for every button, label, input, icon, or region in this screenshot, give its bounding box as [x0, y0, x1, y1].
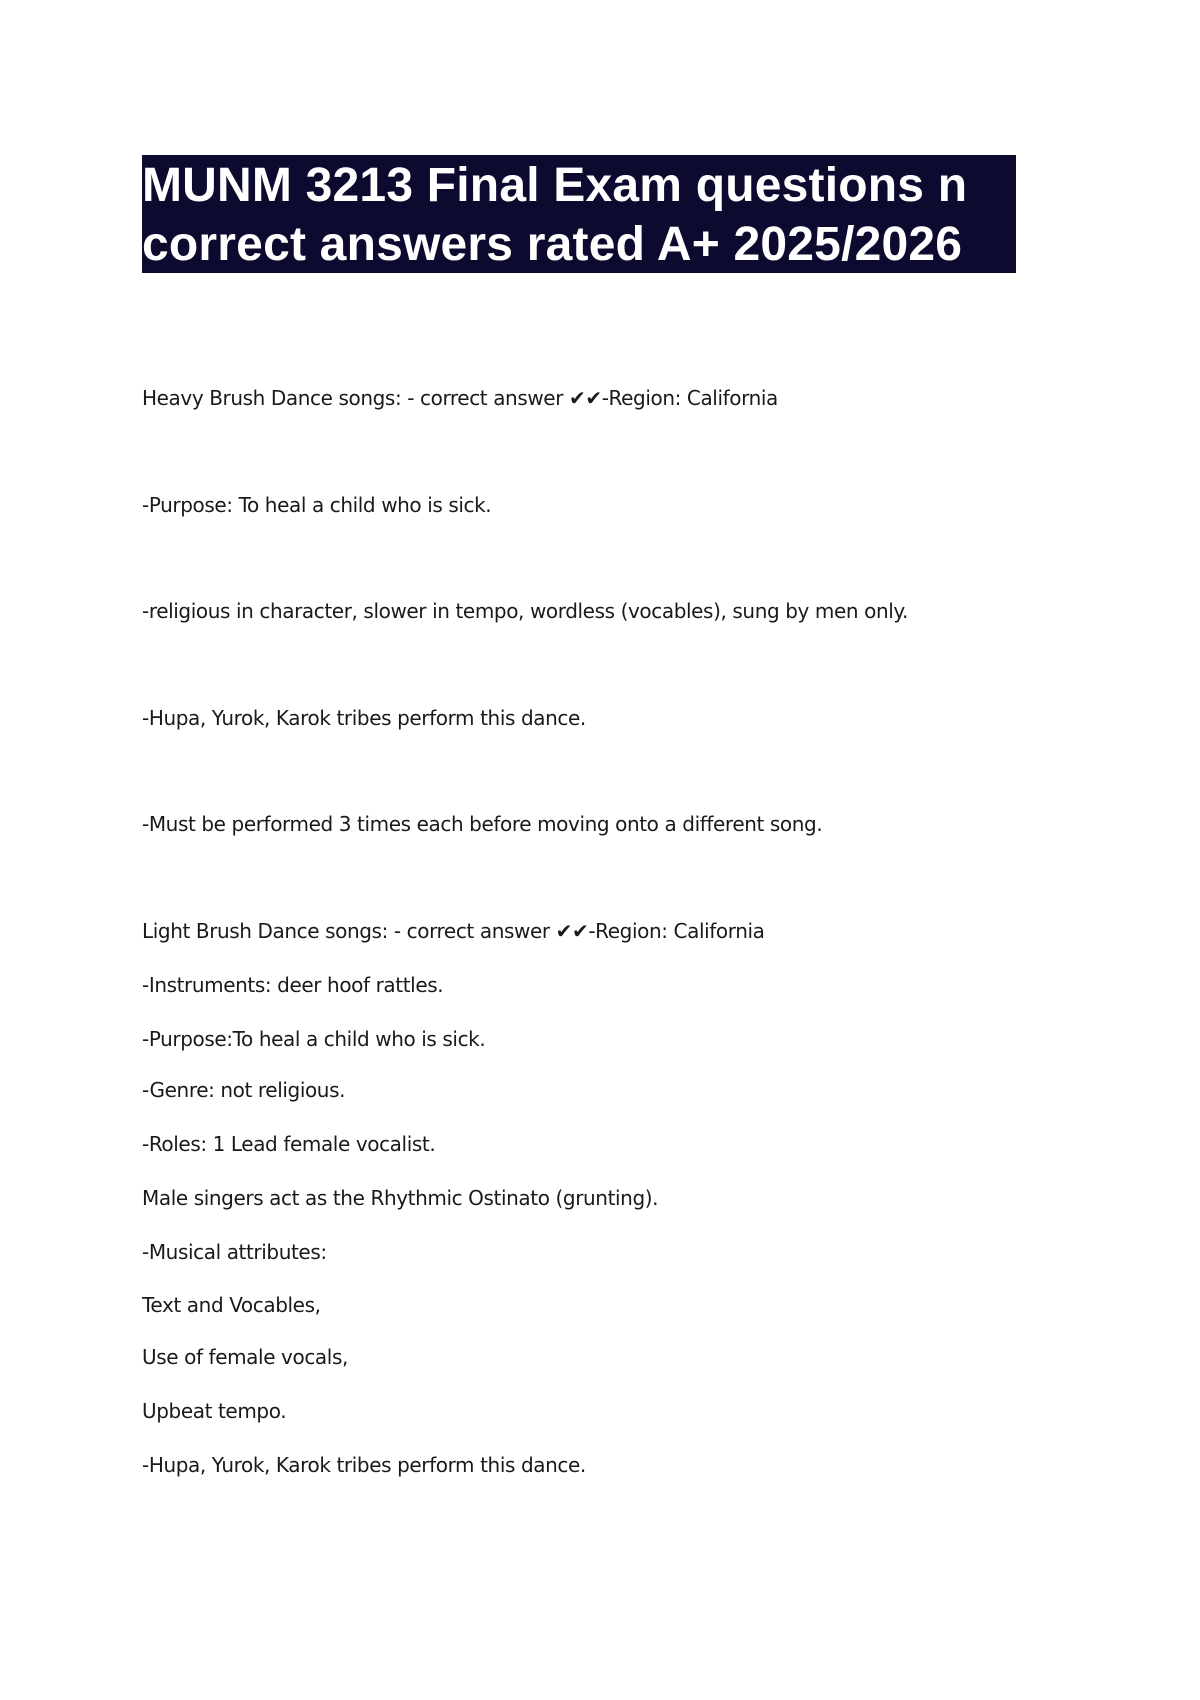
answer-line: -Genre: not religious. [142, 1078, 346, 1102]
question-light-brush-dance: Light Brush Dance songs: - correct answer ✔✔-Region: California [142, 919, 765, 943]
document-title-line-2: correct answers rated A+ 2025/2026 [142, 218, 963, 271]
answer-line: Text and Vocables, [142, 1293, 321, 1317]
answer-line: -Musical attributes: [142, 1240, 327, 1264]
answer-line: -Must be performed 3 times each before moving onto a different song. [142, 812, 823, 836]
answer-line: Use of female vocals, [142, 1345, 348, 1369]
answer-line: -Hupa, Yurok, Karok tribes perform this dance. [142, 1453, 586, 1477]
answer-line: -Purpose:To heal a child who is sick. [142, 1027, 486, 1051]
answer-line: -religious in character, slower in tempo, wordless (vocables), sung by men only. [142, 599, 908, 623]
answer-line: -Hupa, Yurok, Karok tribes perform this dance. [142, 706, 586, 730]
answer-line: -Purpose: To heal a child who is sick. [142, 493, 492, 517]
document-title-line-1: MUNM 3213 Final Exam questions n [142, 159, 968, 212]
answer-line: Upbeat tempo. [142, 1399, 287, 1423]
answer-line: Male singers act as the Rhythmic Ostinato (grunting). [142, 1186, 659, 1210]
answer-line: -Instruments: deer hoof rattles. [142, 973, 444, 997]
question-heavy-brush-dance: Heavy Brush Dance songs: - correct answer ✔✔-Region: California [142, 386, 778, 410]
answer-line: -Roles: 1 Lead female vocalist. [142, 1132, 436, 1156]
